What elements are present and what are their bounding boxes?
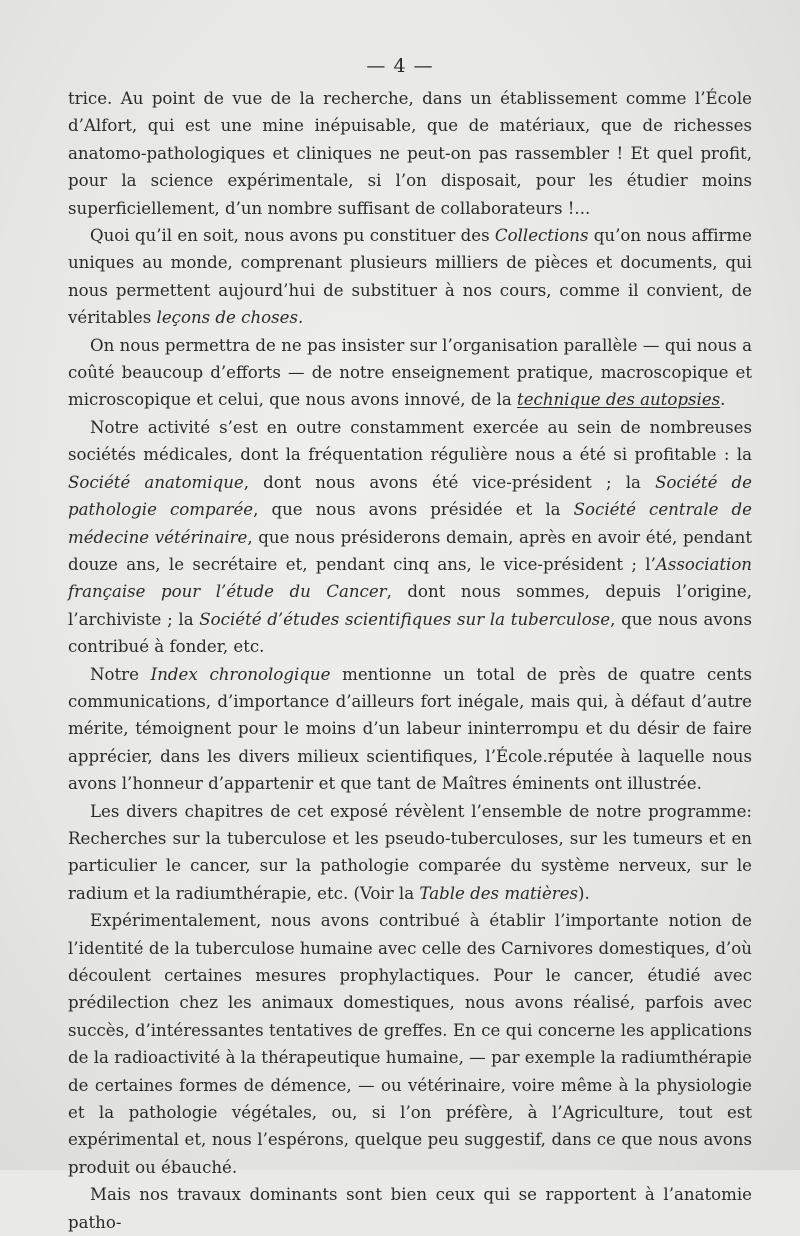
italic-text-run: Table des matières bbox=[419, 883, 579, 903]
italic-text-run: Société anatomique bbox=[68, 472, 244, 492]
paragraph-2 bbox=[68, 222, 752, 332]
text-run: Quoi qu’il en soit, nous avons pu constituer des bbox=[90, 226, 495, 246]
text-run: , que nous avons présidée et la bbox=[253, 500, 574, 520]
italic-text-run: technique des autopsies bbox=[517, 390, 721, 410]
page-number: — 4 — bbox=[366, 55, 434, 77]
text-run: . bbox=[720, 390, 726, 410]
text-run: Notre activité s’est en outre constamment exercée au sein de nombreuses sociétés médicales, dont la fréquentation régulière nous a été si profitable : la bbox=[68, 417, 752, 465]
text-run: trice. Au point de vue de la recherche, dans un établissement comme l’École d’Alfort, qui est une mine inépuisable, que de matériaux, que de richesses anatomo-pathologiques et cliniques ne peut-on pas rassembler ! Et quel profit, pour la science expérimentale, si l’on disposait, pour les étudier moins superficiellement, d’un nombre suffisant de collaborateurs !... bbox=[68, 89, 752, 218]
italic-text-run: Association française pour l’étude du Cancer bbox=[68, 554, 752, 602]
italic-text-run: Index chronologique bbox=[150, 664, 331, 684]
text-run: , que nous présiderons demain, après en avoir été, pendant douze ans, le secrétaire et, pendant cinq ans, le vice-président ; l’ bbox=[68, 527, 752, 574]
text-run: ). bbox=[578, 883, 590, 903]
paragraph-3 bbox=[68, 332, 752, 414]
text-run: , que nous avons contribué à fonder, etc. bbox=[68, 609, 752, 657]
paragraph-7 bbox=[68, 907, 752, 1181]
italic-text-run: Société centrale de médecine vétérinaire bbox=[68, 500, 752, 547]
text-run: Notre bbox=[90, 664, 151, 684]
italic-text-run: Société d’études scientifiques sur la tuberculose bbox=[199, 609, 611, 629]
paragraph-5 bbox=[68, 661, 752, 798]
text-run: , dont nous sommes, depuis l’origine, l’archiviste ; la bbox=[68, 582, 752, 629]
italic-text-run: leçons de choses. bbox=[156, 308, 304, 328]
body-text bbox=[68, 85, 752, 1236]
text-run: mentionne un total de près de quatre cents communications, d’importance d’ailleurs fort inégale, mais qui, à défaut d’autre mérite, témoignent pour le moins d’un labeur ininterrompu et du désir de faire apprécier, dans les divers milieux scientifiques, l’École.réputée à laquelle nous avons l’honneur d’appartenir et que tant de Maîtres éminents ont illustrée. bbox=[68, 664, 752, 794]
italic-text-run: Société de pathologie comparée bbox=[68, 472, 752, 520]
text-run: On nous permettra de ne pas insister sur l’organisation parallèle — qui nous a coûté beaucoup d’efforts — de notre enseignement pratique, macroscopique et microscopique et celui, que nous avons innové, de la bbox=[68, 335, 752, 410]
text-run: Les divers chapitres de cet exposé révèlent l’ensemble de notre programme: Recherches sur la tuberculose et les pseudo-tuberculoses, sur les tumeurs et en particulier le cancer, sur la pathologie comparée du système nerveux, sur le radium et la radiumthérapie, etc. (Voir la bbox=[68, 801, 752, 903]
paragraph-6 bbox=[68, 798, 752, 908]
text-run: qu’on nous affirme uniques au monde, comprenant plusieurs milliers de pièces et documents, qui nous permettent aujourd’hui de substituer à nos cours, comme il convient, de véritables bbox=[68, 226, 752, 328]
paragraph-8 bbox=[68, 1181, 752, 1236]
italic-text-run: Collections bbox=[494, 226, 589, 246]
text-run: Mais nos travaux dominants sont bien ceux qui se rapportent à l’anatomie patho- bbox=[68, 1185, 752, 1232]
text-run: Expérimentalement, nous avons contribué à établir l’importante notion de l’identité de la tuberculose humaine avec celle des Carnivores domestiques, d’où découlent certaines mesures prophylactiques. Pour le cancer, étudié avec prédilection chez les animaux domestiques, nous avons réalisé, parfois avec succès, d’intéressantes tentatives de greffes. En ce qui concerne les applications de la radioactivité à la thérapeutique humaine, — par exemple la radiumthérapie de certaines formes de démence, — ou vétérinaire, voire même à la physiologie et la pathologie végétales, ou, si l’on préfère, à l’Agriculture, tout est expérimental et, nous l’espérons, quelque peu suggestif, dans ce que nous avons produit ou ébauché. bbox=[68, 911, 752, 1177]
paragraph-1 bbox=[68, 85, 752, 222]
paragraph-4 bbox=[68, 414, 752, 661]
text-run: , dont nous avons été vice-président ; la bbox=[243, 472, 656, 492]
